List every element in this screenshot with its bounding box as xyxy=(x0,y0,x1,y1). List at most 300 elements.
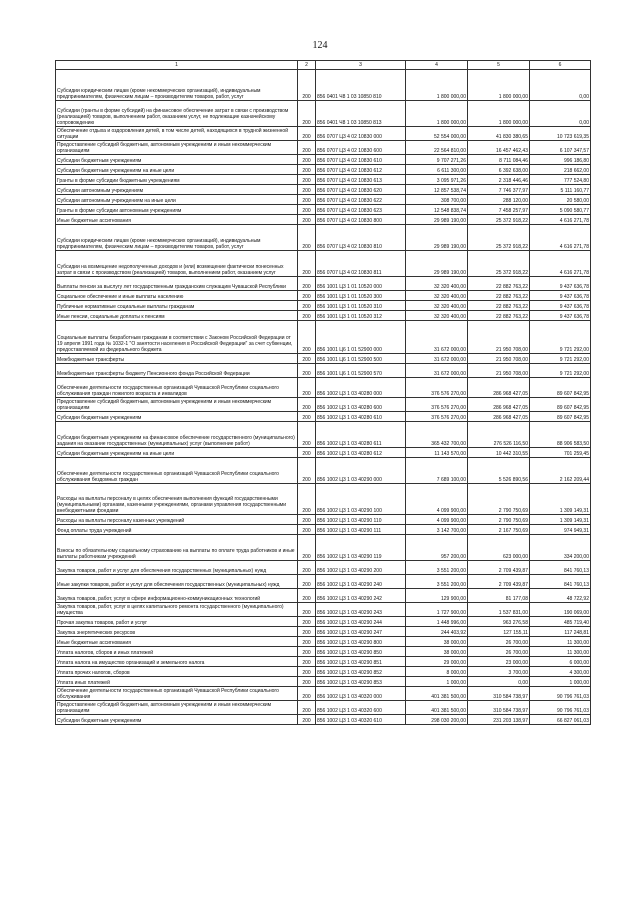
row-unexecuted-amount: 89 607 842,95 xyxy=(530,398,591,412)
row-budget-classification: 856 0707 Ц3 4 02 10830 622 xyxy=(316,195,406,205)
row-budget-classification: 856 1002 Ц3 1 03 40320 610 xyxy=(316,715,406,725)
row-approved-amount: 1 727 900,00 xyxy=(406,603,468,617)
row-approved-amount: 12 548 838,74 xyxy=(406,205,468,215)
row-budget-classification: 856 1002 Ц3 1 03 40280 600 xyxy=(316,398,406,412)
row-budget-classification: 856 0707 Ц3 4 02 10830 810 xyxy=(316,225,406,251)
row-executed-amount: 25 372 918,22 xyxy=(468,225,530,251)
row-executed-amount: 21 950 708,00 xyxy=(468,321,530,354)
row-budget-classification: 856 1002 Ц3 1 03 40290 100 xyxy=(316,484,406,515)
column-header-4: 4 xyxy=(406,61,468,70)
row-unexecuted-amount: 6 000,00 xyxy=(530,657,591,667)
row-unexecuted-amount: 1 309 149,31 xyxy=(530,484,591,515)
table-row xyxy=(56,398,591,412)
row-code: 200 xyxy=(298,515,316,525)
row-executed-amount: 10 442 310,55 xyxy=(468,448,530,458)
row-code: 200 xyxy=(298,412,316,422)
table-row xyxy=(56,251,591,277)
row-executed-amount: 22 882 763,22 xyxy=(468,291,530,301)
row-executed-amount: 25 372 918,22 xyxy=(468,215,530,225)
row-unexecuted-amount: 841 760,13 xyxy=(530,561,591,575)
row-label: Обеспечение деятельности государственных организаций Чувашской Республики социального обслуживания бездомных граждан xyxy=(56,458,298,484)
row-executed-amount: 286 968 427,05 xyxy=(468,412,530,422)
row-label: Субсидии бюджетным учреждениям на иные цели xyxy=(56,448,298,458)
column-header-1: 1 xyxy=(56,61,298,70)
table-row xyxy=(56,637,591,647)
row-approved-amount: 365 432 700,00 xyxy=(406,422,468,448)
row-code: 200 xyxy=(298,127,316,141)
row-label: Межбюджетные трансферты бюджету Пенсионного фонда Российской Федерации xyxy=(56,364,298,378)
row-approved-amount: 31 672 000,00 xyxy=(406,364,468,378)
row-budget-classification: 856 1002 Ц3 1 03 40290 110 xyxy=(316,515,406,525)
row-label: Гранты в форме субсидии бюджетным учреждениям xyxy=(56,175,298,185)
row-executed-amount: 81 177,08 xyxy=(468,589,530,603)
row-unexecuted-amount: 9 437 636,78 xyxy=(530,301,591,311)
table-row xyxy=(56,354,591,364)
row-executed-amount: 26 700,00 xyxy=(468,637,530,647)
row-approved-amount: 308 700,00 xyxy=(406,195,468,205)
row-budget-classification: 856 0707 Ц3 4 02 10830 612 xyxy=(316,165,406,175)
row-approved-amount: 1 448 996,00 xyxy=(406,617,468,627)
row-budget-classification: 856 0707 Ц3 4 02 10830 620 xyxy=(316,185,406,195)
row-budget-classification: 856 1002 Ц3 1 03 40280 000 xyxy=(316,378,406,398)
row-unexecuted-amount: 1 000,00 xyxy=(530,677,591,687)
table-row xyxy=(56,515,591,525)
row-label: Субсидии бюджетным учреждениям на финансовое обеспечение государственного (муниципального) задания на оказание государственных (муниципальных) услуг (выполнение работ) xyxy=(56,422,298,448)
row-label: Иные закупки товаров, работ и услуг для обеспечения государственных (муниципальных) нужд xyxy=(56,575,298,589)
row-budget-classification: 856 1002 Ц3 1 03 40280 610 xyxy=(316,412,406,422)
row-code: 200 xyxy=(298,617,316,627)
row-label: Межбюджетные трансферты xyxy=(56,354,298,364)
row-budget-classification: 856 1002 Ц3 1 03 40290 244 xyxy=(316,617,406,627)
table-row xyxy=(56,205,591,215)
row-approved-amount: 52 554 000,00 xyxy=(406,127,468,141)
row-label: Иные пенсии, социальные доплаты к пенсиям xyxy=(56,311,298,321)
row-executed-amount: 21 950 708,00 xyxy=(468,364,530,378)
table-row xyxy=(56,70,591,101)
row-executed-amount: 231 203 138,97 xyxy=(468,715,530,725)
table-row xyxy=(56,422,591,448)
row-executed-amount: 1 537 831,00 xyxy=(468,603,530,617)
row-label: Субсидии бюджетным учреждениям на иные цели xyxy=(56,165,298,175)
row-code: 200 xyxy=(298,575,316,589)
row-executed-amount: 5 526 890,56 xyxy=(468,458,530,484)
row-code: 200 xyxy=(298,687,316,701)
row-approved-amount: 4 099 900,00 xyxy=(406,484,468,515)
row-label: Публичные нормативные социальные выплаты гражданам xyxy=(56,301,298,311)
row-executed-amount: 963 276,58 xyxy=(468,617,530,627)
row-budget-classification: 856 0401 Ч8 1 03 10850 813 xyxy=(316,101,406,127)
row-code: 200 xyxy=(298,354,316,364)
row-unexecuted-amount: 841 760,13 xyxy=(530,575,591,589)
row-label: Иные бюджетные ассигнования xyxy=(56,215,298,225)
table-row xyxy=(56,412,591,422)
row-budget-classification: 856 1002 Ц3 1 03 40290 119 xyxy=(316,535,406,561)
table-row xyxy=(56,175,591,185)
row-unexecuted-amount: 0,00 xyxy=(530,101,591,127)
row-executed-amount: 2 167 750,69 xyxy=(468,525,530,535)
row-approved-amount: 29 989 190,00 xyxy=(406,251,468,277)
row-approved-amount: 32 320 400,00 xyxy=(406,301,468,311)
row-executed-amount: 0,00 xyxy=(468,677,530,687)
row-code: 200 xyxy=(298,311,316,321)
table-row xyxy=(56,185,591,195)
row-budget-classification: 856 1001 Ц6 1 01 52900 570 xyxy=(316,364,406,378)
table-row xyxy=(56,627,591,637)
row-unexecuted-amount: 334 200,00 xyxy=(530,535,591,561)
row-unexecuted-amount: 5 090 580,77 xyxy=(530,205,591,215)
row-code: 200 xyxy=(298,701,316,715)
row-executed-amount: 2 790 750,69 xyxy=(468,484,530,515)
table-row xyxy=(56,215,591,225)
row-code: 200 xyxy=(298,637,316,647)
row-unexecuted-amount: 996 186,80 xyxy=(530,155,591,165)
table-row xyxy=(56,311,591,321)
table-row xyxy=(56,301,591,311)
row-executed-amount: 7 458 257,97 xyxy=(468,205,530,215)
table-row xyxy=(56,687,591,701)
row-budget-classification: 856 1001 Ц3 1 01 10520 300 xyxy=(316,291,406,301)
row-unexecuted-amount: 11 300,00 xyxy=(530,637,591,647)
row-approved-amount: 32 320 400,00 xyxy=(406,291,468,301)
row-budget-classification: 856 0707 Ц3 4 02 10830 000 xyxy=(316,127,406,141)
column-header-6: 6 xyxy=(530,61,591,70)
row-budget-classification: 856 1002 Ц3 1 03 40290 200 xyxy=(316,561,406,575)
row-unexecuted-amount: 48 722,92 xyxy=(530,589,591,603)
row-executed-amount: 127 155,11 xyxy=(468,627,530,637)
row-unexecuted-amount: 218 662,00 xyxy=(530,165,591,175)
row-code: 200 xyxy=(298,535,316,561)
row-label: Прочая закупка товаров, работ и услуг xyxy=(56,617,298,627)
row-label: Уплата иных платежей xyxy=(56,677,298,687)
row-executed-amount: 8 711 084,46 xyxy=(468,155,530,165)
table-row xyxy=(56,715,591,725)
row-label: Субсидии автономным учреждениям на иные цели xyxy=(56,195,298,205)
row-unexecuted-amount: 4 616 271,78 xyxy=(530,215,591,225)
row-code: 200 xyxy=(298,70,316,101)
row-unexecuted-amount: 4 300,00 xyxy=(530,667,591,677)
row-approved-amount: 244 403,92 xyxy=(406,627,468,637)
row-code: 200 xyxy=(298,458,316,484)
row-label: Обеспечение деятельности государственных организаций Чувашской Республики социального обслуживания xyxy=(56,687,298,701)
row-unexecuted-amount: 974 949,31 xyxy=(530,525,591,535)
row-unexecuted-amount: 9 437 636,78 xyxy=(530,291,591,301)
row-label: Субсидии автономным учреждениям xyxy=(56,185,298,195)
row-unexecuted-amount: 0,00 xyxy=(530,70,591,101)
table-row xyxy=(56,617,591,627)
table-row xyxy=(56,657,591,667)
row-label: Обеспечение деятельности государственных организаций Чувашской Республики социального обслуживания граждан пожилого возраста и инвалидов xyxy=(56,378,298,398)
row-code: 200 xyxy=(298,364,316,378)
table-body xyxy=(56,70,591,725)
row-label: Фонд оплаты труда учреждений xyxy=(56,525,298,535)
row-label: Предоставление субсидий бюджетным, автономным учреждениям и иным некоммерческим организациям xyxy=(56,141,298,155)
row-code: 200 xyxy=(298,195,316,205)
row-budget-classification: 856 1001 Ц3 1 01 10520 000 xyxy=(316,277,406,291)
table-row xyxy=(56,484,591,515)
row-unexecuted-amount: 777 524,80 xyxy=(530,175,591,185)
row-budget-classification: 856 1002 Ц3 1 03 40290 851 xyxy=(316,657,406,667)
table-row xyxy=(56,603,591,617)
row-approved-amount: 957 200,00 xyxy=(406,535,468,561)
row-approved-amount: 12 857 538,74 xyxy=(406,185,468,195)
row-label: Закупка товаров, работ, услуг в целях капитального ремонта государственного (муниципального) имущества xyxy=(56,603,298,617)
table-row xyxy=(56,561,591,575)
row-budget-classification: 856 1002 Ц3 1 03 40290 852 xyxy=(316,667,406,677)
row-budget-classification: 856 1001 Ц6 1 01 52900 500 xyxy=(316,354,406,364)
row-code: 200 xyxy=(298,205,316,215)
row-approved-amount: 31 672 000,00 xyxy=(406,354,468,364)
row-label: Субсидии (гранты в форме субсидий) на финансовое обеспечение затрат в связи с производством (реализацией) товаров, выполнением работ, оказанием услуг, не подлежащие казначейскому сопровождению xyxy=(56,101,298,127)
row-approved-amount: 129 900,00 xyxy=(406,589,468,603)
row-executed-amount: 22 882 763,22 xyxy=(468,311,530,321)
row-executed-amount: 25 372 918,22 xyxy=(468,251,530,277)
row-budget-classification: 856 0707 Ц3 4 02 10830 800 xyxy=(316,215,406,225)
row-label: Социальное обеспечение и иные выплаты населению xyxy=(56,291,298,301)
row-code: 200 xyxy=(298,378,316,398)
row-unexecuted-amount: 4 616 271,78 xyxy=(530,251,591,277)
table-row xyxy=(56,101,591,127)
row-label: Социальные выплаты безработным гражданам в соответствии с Законом Российской Федерации от 19 апреля 1991 года № 1032-1 "О занятости населения в Российской Федерации" за счет субвенции, предоставляемой из федерального бюджета xyxy=(56,321,298,354)
row-label: Взносы по обязательному социальному страхованию на выплаты по оплате труда работников и иные выплаты работникам учреждений xyxy=(56,535,298,561)
row-unexecuted-amount: 9 721 292,00 xyxy=(530,321,591,354)
row-code: 200 xyxy=(298,101,316,127)
row-budget-classification: 856 1001 Ц3 1 01 10520 310 xyxy=(316,301,406,311)
table-row xyxy=(56,291,591,301)
table-row xyxy=(56,575,591,589)
row-approved-amount: 31 672 000,00 xyxy=(406,321,468,354)
row-code: 200 xyxy=(298,603,316,617)
row-label: Обеспечение отдыха и оздоровления детей, в том числе детей, находящихся в трудной жизненной ситуации xyxy=(56,127,298,141)
row-unexecuted-amount: 9 721 292,00 xyxy=(530,354,591,364)
row-executed-amount: 6 392 638,00 xyxy=(468,165,530,175)
row-approved-amount: 32 320 400,00 xyxy=(406,311,468,321)
row-label: Субсидии юридическим лицам (кроме некоммерческих организаций), индивидуальным предпринимателям, физическим лицам – производителям товаров, работ, услуг xyxy=(56,225,298,251)
table-row xyxy=(56,321,591,354)
table-row xyxy=(56,225,591,251)
row-label: Расходы на выплаты персоналу в целях обеспечения выполнения функций государственными (муниципальными) органами, казенными учреждениями, органами управления государственными внебюджетными фондами xyxy=(56,484,298,515)
row-executed-amount: 7 746 377,97 xyxy=(468,185,530,195)
table-row xyxy=(56,195,591,205)
row-budget-classification: 856 1002 Ц3 1 03 40290 800 xyxy=(316,637,406,647)
row-executed-amount: 2 709 439,87 xyxy=(468,561,530,575)
row-unexecuted-amount: 190 069,00 xyxy=(530,603,591,617)
row-budget-classification: 856 0707 Ц3 4 02 10830 600 xyxy=(316,141,406,155)
row-label: Предоставление субсидий бюджетным, автономным учреждениям и иным некоммерческим организациям xyxy=(56,398,298,412)
row-label: Гранты в форме субсидии автономным учреждениям xyxy=(56,205,298,215)
row-unexecuted-amount: 6 107 347,57 xyxy=(530,141,591,155)
table-header-row xyxy=(56,61,591,70)
row-executed-amount: 310 584 738,97 xyxy=(468,687,530,701)
row-unexecuted-amount: 701 259,45 xyxy=(530,448,591,458)
row-executed-amount: 1 800 000,00 xyxy=(468,70,530,101)
row-approved-amount: 376 576 270,00 xyxy=(406,378,468,398)
row-executed-amount: 22 882 763,22 xyxy=(468,277,530,291)
row-executed-amount: 288 120,00 xyxy=(468,195,530,205)
row-approved-amount: 29 000,00 xyxy=(406,657,468,667)
table-row xyxy=(56,364,591,378)
row-executed-amount: 41 830 380,65 xyxy=(468,127,530,141)
row-code: 200 xyxy=(298,185,316,195)
row-budget-classification: 856 1002 Ц3 1 03 40290 853 xyxy=(316,677,406,687)
row-executed-amount: 21 950 708,00 xyxy=(468,354,530,364)
row-label: Субсидии бюджетным учреждениям xyxy=(56,715,298,725)
row-label: Предоставление субсидий бюджетным, автономным учреждениям и иным некоммерческим организациям xyxy=(56,701,298,715)
row-code: 200 xyxy=(298,175,316,185)
row-budget-classification: 856 0401 Ч8 1 03 10850 810 xyxy=(316,70,406,101)
row-approved-amount: 376 576 270,00 xyxy=(406,398,468,412)
table-row xyxy=(56,448,591,458)
table-row xyxy=(56,127,591,141)
row-executed-amount: 16 457 462,43 xyxy=(468,141,530,155)
row-approved-amount: 29 989 190,00 xyxy=(406,225,468,251)
row-label: Уплата налога на имущество организаций и земельного налога xyxy=(56,657,298,667)
row-approved-amount: 3 551 200,00 xyxy=(406,561,468,575)
row-executed-amount: 2 709 439,87 xyxy=(468,575,530,589)
row-code: 200 xyxy=(298,627,316,637)
row-budget-classification: 856 1002 Ц3 1 03 40320 600 xyxy=(316,701,406,715)
row-approved-amount: 401 381 500,00 xyxy=(406,701,468,715)
table-row xyxy=(56,141,591,155)
row-code: 200 xyxy=(298,251,316,277)
row-unexecuted-amount: 117 248,81 xyxy=(530,627,591,637)
row-code: 200 xyxy=(298,165,316,175)
row-unexecuted-amount: 9 437 636,78 xyxy=(530,311,591,321)
row-unexecuted-amount: 485 719,40 xyxy=(530,617,591,627)
column-header-2: 2 xyxy=(298,61,316,70)
row-approved-amount: 401 381 500,00 xyxy=(406,687,468,701)
row-budget-classification: 856 1002 Ц3 1 03 40280 611 xyxy=(316,422,406,448)
row-budget-classification: 856 1002 Ц3 1 03 40280 612 xyxy=(316,448,406,458)
row-approved-amount: 22 564 810,00 xyxy=(406,141,468,155)
row-budget-classification: 856 1002 Ц3 1 03 40290 240 xyxy=(316,575,406,589)
row-code: 200 xyxy=(298,589,316,603)
row-code: 200 xyxy=(298,677,316,687)
row-code: 200 xyxy=(298,291,316,301)
table-row xyxy=(56,677,591,687)
row-label: Закупка товаров, работ и услуг для обеспечения государственных (муниципальных) нужд xyxy=(56,561,298,575)
row-unexecuted-amount: 90 796 761,03 xyxy=(530,687,591,701)
row-executed-amount: 286 968 427,05 xyxy=(468,398,530,412)
row-executed-amount: 276 526 116,50 xyxy=(468,422,530,448)
row-unexecuted-amount: 88 906 583,50 xyxy=(530,422,591,448)
row-label: Закупка энергетических ресурсов xyxy=(56,627,298,637)
row-code: 200 xyxy=(298,215,316,225)
row-approved-amount: 29 989 190,00 xyxy=(406,215,468,225)
row-unexecuted-amount: 9 437 636,78 xyxy=(530,277,591,291)
row-budget-classification: 856 1002 Ц3 1 03 40290 000 xyxy=(316,458,406,484)
table-row xyxy=(56,525,591,535)
row-unexecuted-amount: 66 827 061,03 xyxy=(530,715,591,725)
row-code: 200 xyxy=(298,715,316,725)
column-header-3: 3 xyxy=(316,61,406,70)
row-approved-amount: 1 000,00 xyxy=(406,677,468,687)
row-approved-amount: 3 142 700,00 xyxy=(406,525,468,535)
table-row xyxy=(56,701,591,715)
row-executed-amount: 26 700,00 xyxy=(468,647,530,657)
row-unexecuted-amount: 2 162 209,44 xyxy=(530,458,591,484)
row-label: Выплаты пенсии за выслугу лет государственным гражданским служащим Чувашской Республики xyxy=(56,277,298,291)
row-code: 200 xyxy=(298,657,316,667)
row-budget-classification: 856 1001 Ц6 1 01 52900 000 xyxy=(316,321,406,354)
row-label: Субсидии бюджетным учреждениям xyxy=(56,412,298,422)
row-budget-classification: 856 0707 Ц3 4 02 10830 623 xyxy=(316,205,406,215)
page-number: 124 xyxy=(312,40,328,51)
row-label: Субсидии юридическим лицам (кроме некоммерческих организаций), индивидуальным предпринимателям, физическим лицам – производителям товаров, работ, услуг xyxy=(56,70,298,101)
row-approved-amount: 38 000,00 xyxy=(406,637,468,647)
row-unexecuted-amount: 89 607 842,95 xyxy=(530,412,591,422)
row-unexecuted-amount: 89 607 842,95 xyxy=(530,378,591,398)
row-unexecuted-amount: 5 111 160,77 xyxy=(530,185,591,195)
row-budget-classification: 856 0707 Ц3 4 02 10830 613 xyxy=(316,175,406,185)
row-budget-classification: 856 1002 Ц3 1 03 40320 000 xyxy=(316,687,406,701)
row-approved-amount: 6 611 300,00 xyxy=(406,165,468,175)
row-approved-amount: 4 099 900,00 xyxy=(406,515,468,525)
row-approved-amount: 7 689 100,00 xyxy=(406,458,468,484)
row-unexecuted-amount: 20 580,00 xyxy=(530,195,591,205)
row-unexecuted-amount: 4 616 271,78 xyxy=(530,225,591,251)
row-code: 200 xyxy=(298,484,316,515)
row-executed-amount: 286 968 427,05 xyxy=(468,378,530,398)
table-row xyxy=(56,535,591,561)
row-label: Уплата прочих налогов, сборов xyxy=(56,667,298,677)
row-label: Субсидии бюджетным учреждениям xyxy=(56,155,298,165)
row-budget-classification: 856 1002 Ц3 1 03 40290 243 xyxy=(316,603,406,617)
row-budget-classification: 856 1002 Ц3 1 03 40290 247 xyxy=(316,627,406,637)
row-executed-amount: 2 318 446,46 xyxy=(468,175,530,185)
row-code: 200 xyxy=(298,277,316,291)
row-executed-amount: 1 800 000,00 xyxy=(468,101,530,127)
row-executed-amount: 2 790 750,69 xyxy=(468,515,530,525)
column-header-5: 5 xyxy=(468,61,530,70)
row-approved-amount: 9 707 271,26 xyxy=(406,155,468,165)
row-budget-classification: 856 1001 Ц3 1 01 10520 312 xyxy=(316,311,406,321)
row-budget-classification: 856 1002 Ц3 1 03 40290 850 xyxy=(316,647,406,657)
table-row xyxy=(56,589,591,603)
row-code: 200 xyxy=(298,647,316,657)
row-code: 200 xyxy=(298,225,316,251)
row-approved-amount: 1 800 000,00 xyxy=(406,70,468,101)
row-code: 200 xyxy=(298,155,316,165)
row-unexecuted-amount: 11 300,00 xyxy=(530,647,591,657)
row-executed-amount: 623 000,00 xyxy=(468,535,530,561)
table-row xyxy=(56,647,591,657)
row-approved-amount: 376 576 270,00 xyxy=(406,412,468,422)
table-row xyxy=(56,277,591,291)
table-row xyxy=(56,458,591,484)
row-code: 200 xyxy=(298,398,316,412)
row-label: Иные бюджетные ассигнования xyxy=(56,637,298,647)
row-code: 200 xyxy=(298,422,316,448)
row-code: 200 xyxy=(298,448,316,458)
row-code: 200 xyxy=(298,525,316,535)
row-label: Закупка товаров, работ, услуг в сфере информационно-коммуникационных технологий xyxy=(56,589,298,603)
row-label: Субсидии на возмещение недополученных доходов и (или) возмещение фактически понесенных затрат в связи с производством (реализацией) товаров, выполнением работ, оказанием услуг xyxy=(56,251,298,277)
row-approved-amount: 32 320 400,00 xyxy=(406,277,468,291)
row-code: 200 xyxy=(298,561,316,575)
table-row xyxy=(56,378,591,398)
row-unexecuted-amount: 10 723 619,35 xyxy=(530,127,591,141)
row-budget-classification: 856 1002 Ц3 1 03 40290 111 xyxy=(316,525,406,535)
row-unexecuted-amount: 1 309 149,31 xyxy=(530,515,591,525)
row-code: 200 xyxy=(298,301,316,311)
row-label: Уплата налогов, сборов и иных платежей xyxy=(56,647,298,657)
row-code: 200 xyxy=(298,141,316,155)
row-approved-amount: 38 000,00 xyxy=(406,647,468,657)
row-approved-amount: 8 000,00 xyxy=(406,667,468,677)
row-approved-amount: 298 030 200,00 xyxy=(406,715,468,725)
budget-execution-table xyxy=(55,60,591,725)
row-budget-classification: 856 0707 Ц3 4 02 10830 811 xyxy=(316,251,406,277)
